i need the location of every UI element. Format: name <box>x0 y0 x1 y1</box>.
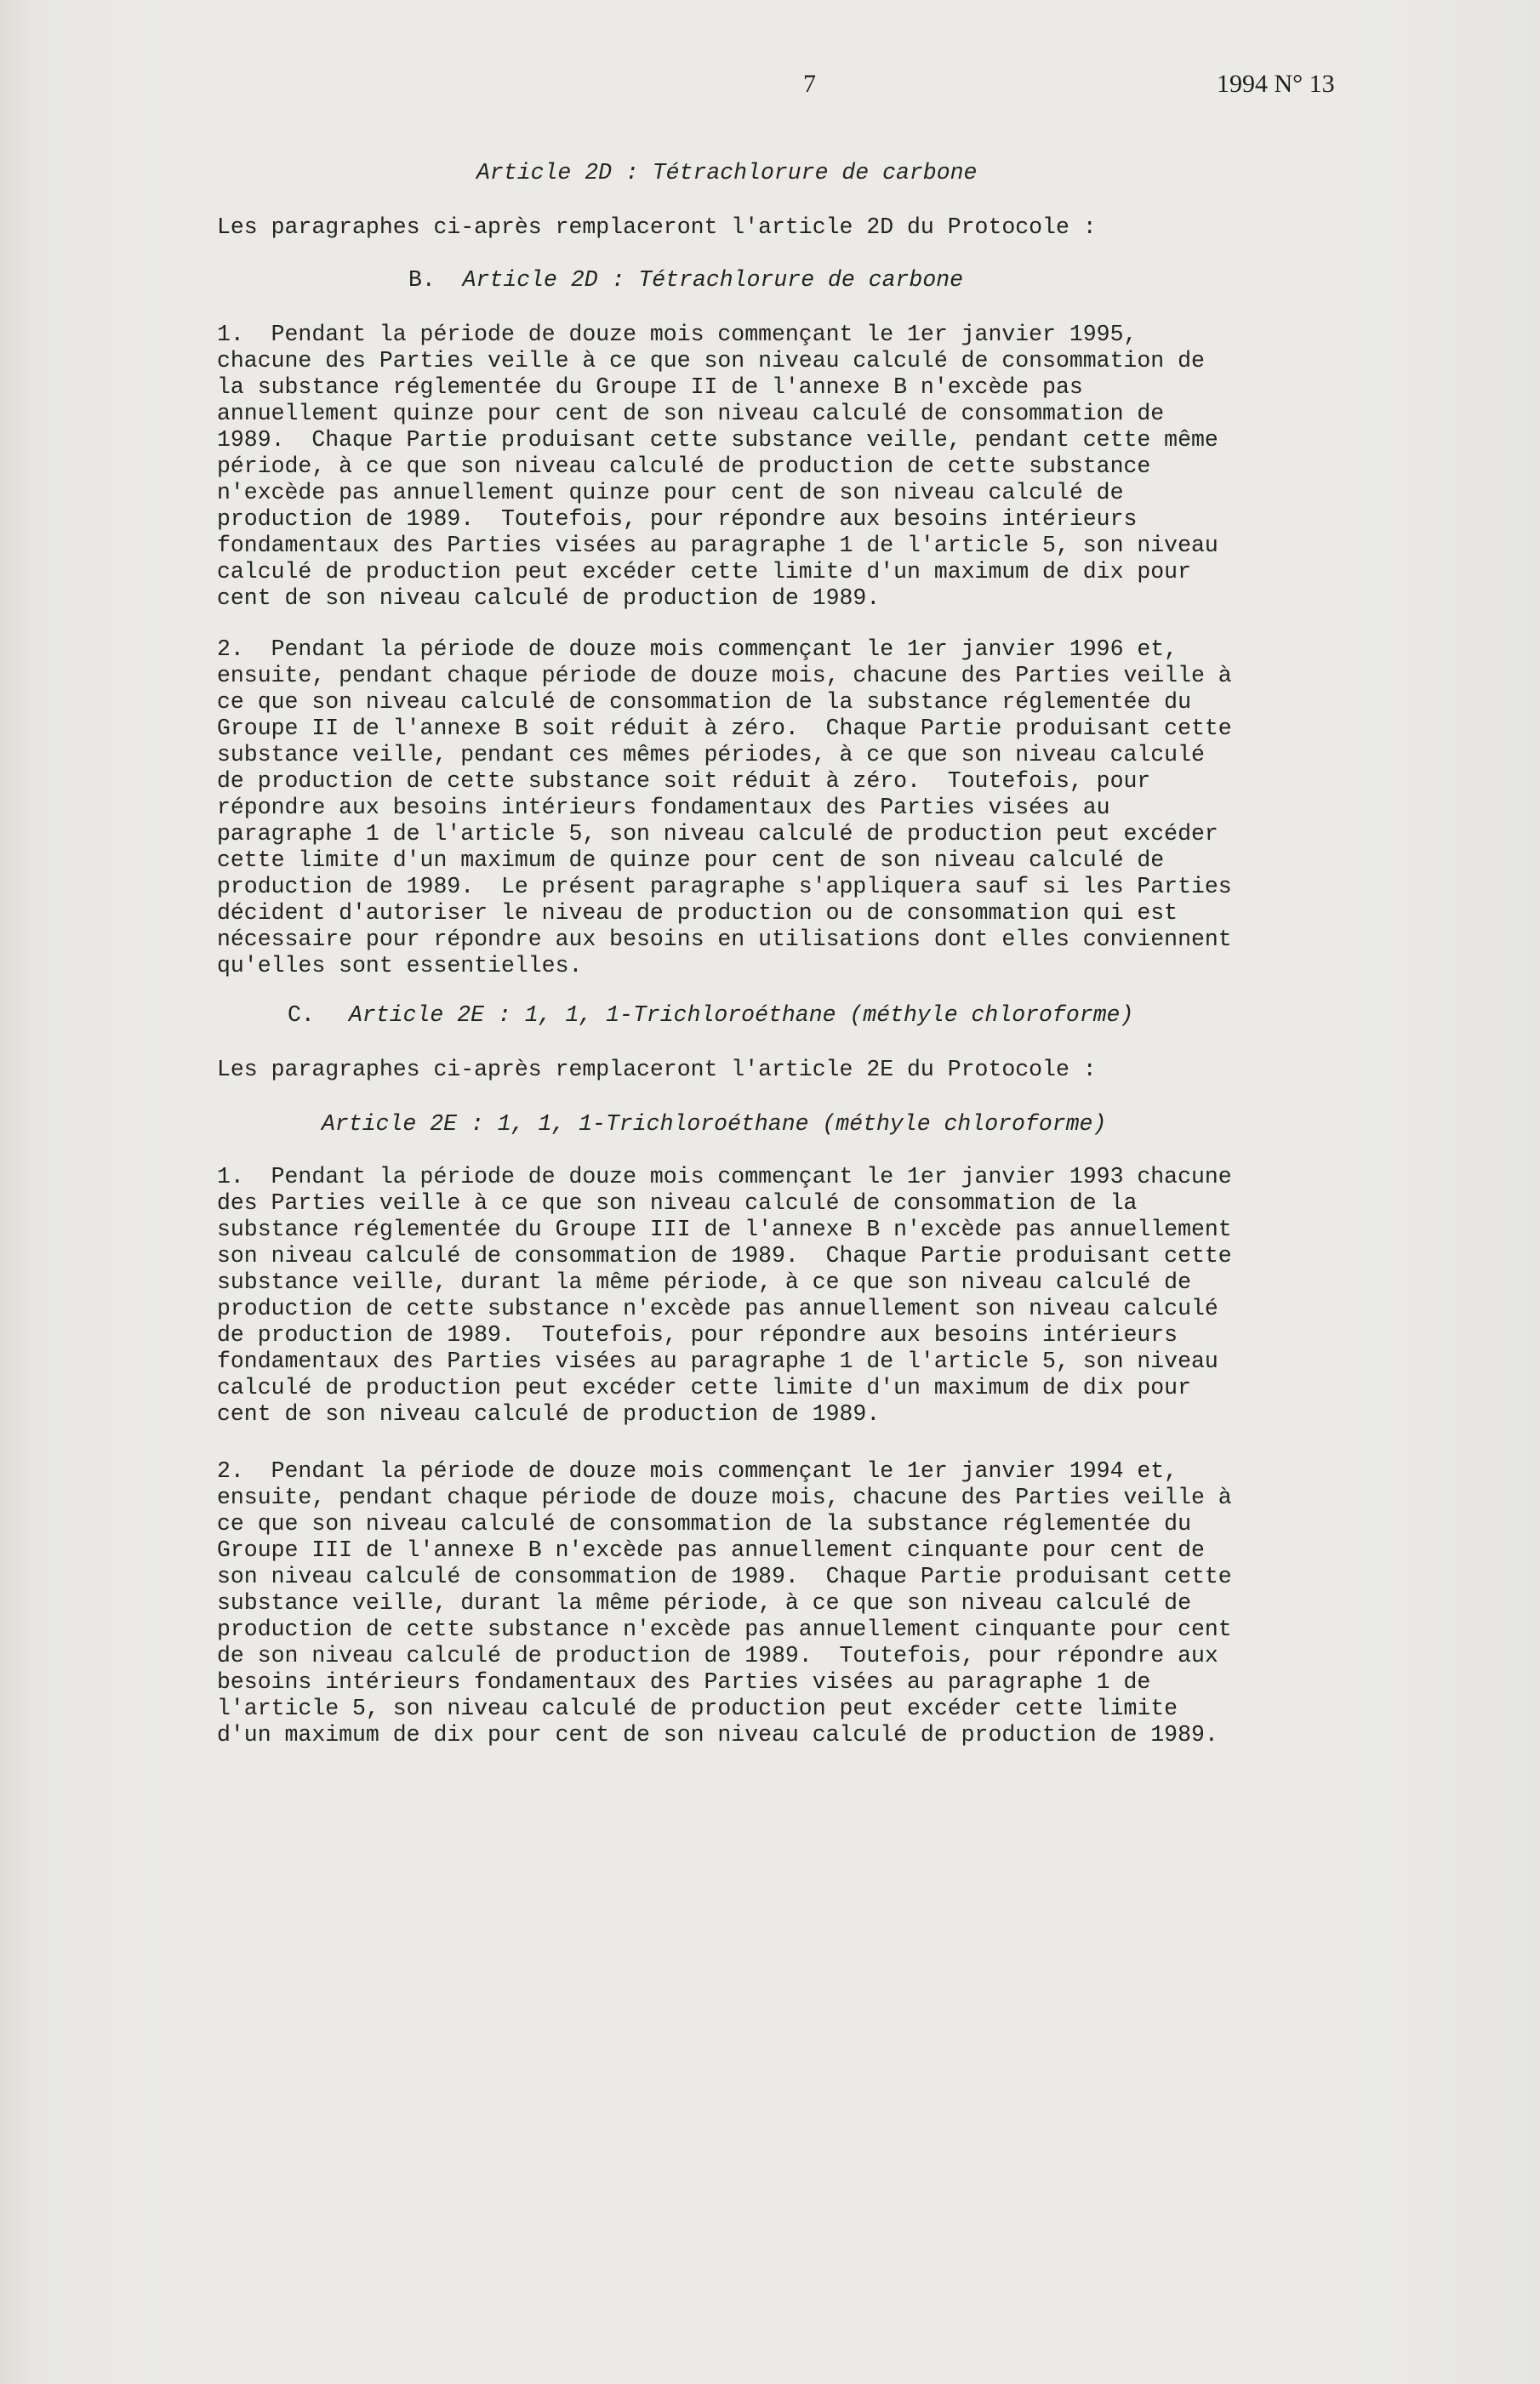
section-c-heading: Article 2E : 1, 1, 1-Trichloroéthane (méthyle chloroforme) <box>349 1002 1134 1028</box>
article-2d-heading: Article 2D : Tétrachlorure de carbone <box>476 160 978 185</box>
paragraph-line: période, à ce que son niveau calculé de production de cette substance <box>217 453 1151 479</box>
paragraph-line: 1989. Chaque Partie produisant cette substance veille, pendant cette même <box>217 427 1218 453</box>
paragraph-line: l'article 5, son niveau calculé de production peut excéder cette limite <box>217 1696 1178 1721</box>
paragraph-line: d'un maximum de dix pour cent de son niveau calculé de production de 1989. <box>217 1722 1218 1748</box>
paragraph-line: cette limite d'un maximum de quinze pour cent de son niveau calculé de <box>217 847 1165 873</box>
section-b-heading <box>408 267 963 293</box>
paragraph-line: substance réglementée du Groupe III de l'annexe B n'excède pas annuellement <box>217 1217 1232 1242</box>
paragraph-line: fondamentaux des Parties visées au paragraphe 1 de l'article 5, son niveau <box>217 1349 1218 1374</box>
paragraph-line: la substance réglementée du Groupe II de l'annexe B n'excède pas <box>217 374 1083 400</box>
section-b-title: Article 2D : Tétrachlorure de carbone <box>462 267 964 293</box>
paragraph-line: paragraphe 1 de l'article 5, son niveau calculé de production peut excéder <box>217 821 1218 847</box>
paragraph-line: qu'elles sont essentielles. <box>217 953 583 978</box>
paragraph-line: 1. Pendant la période de douze mois commençant le 1er janvier 1993 chacune <box>217 1164 1232 1189</box>
paragraph-line: nécessaire pour répondre aux besoins en utilisations dont elles conviennent <box>217 927 1232 952</box>
paragraph-line: de production de cette substance soit réduit à zéro. Toutefois, pour <box>217 768 1151 794</box>
paragraph-line: ce que son niveau calculé de consommation de la substance réglementée du <box>217 1511 1191 1537</box>
paragraph-line: cent de son niveau calculé de production de 1989. <box>217 1401 881 1427</box>
paragraph-line: substance veille, durant la même période, à ce que son niveau calculé de <box>217 1590 1191 1616</box>
paragraph-line: ensuite, pendant chaque période de douze mois, chacune des Parties veille à <box>217 663 1232 688</box>
paragraph-line: substance veille, pendant ces mêmes périodes, à ce que son niveau calculé <box>217 742 1205 767</box>
paragraph-line: production de 1989. Le présent paragraphe s'appliquera sauf si les Parties <box>217 874 1232 899</box>
paragraph-line: fondamentaux des Parties visées au paragraphe 1 de l'article 5, son niveau <box>217 533 1218 558</box>
paragraph-line: ce que son niveau calculé de consommation de la substance réglementée du <box>217 689 1191 715</box>
paragraph-line: décident d'autoriser le niveau de production ou de consommation qui est <box>217 900 1178 926</box>
paragraph-line: production de cette substance n'excède pas annuellement son niveau calculé <box>217 1296 1218 1321</box>
article-2d-intro: Les paragraphes ci-après remplaceront l'article 2D du Protocole : <box>217 214 1097 240</box>
paragraph-line: substance veille, durant la même période, à ce que son niveau calculé de <box>217 1269 1191 1295</box>
paragraph-line: de son niveau calculé de production de 1989. Toutefois, pour répondre aux <box>217 1643 1218 1668</box>
paragraph-line: son niveau calculé de consommation de 1989. Chaque Partie produisant cette <box>217 1243 1232 1269</box>
paragraph-line: annuellement quinze pour cent de son niveau calculé de consommation de <box>217 401 1165 426</box>
article-2e-heading: Article 2E : 1, 1, 1-Trichloroéthane (méthyle chloroforme) <box>322 1111 1107 1137</box>
paragraph-line: Groupe II de l'annexe B soit réduit à zéro. Chaque Partie produisant cette <box>217 716 1232 741</box>
paragraph-line: ensuite, pendant chaque période de douze mois, chacune des Parties veille à <box>217 1485 1232 1510</box>
section-c-label: C. <box>288 1002 315 1028</box>
paragraph-line: besoins intérieurs fondamentaux des Parties visées au paragraphe 1 de <box>217 1669 1151 1695</box>
paragraph-line: 1. Pendant la période de douze mois commençant le 1er janvier 1995, <box>217 322 1138 347</box>
paragraph-line: calculé de production peut excéder cette limite d'un maximum de dix pour <box>217 559 1191 585</box>
paragraph-line: son niveau calculé de consommation de 1989. Chaque Partie produisant cette <box>217 1564 1232 1589</box>
paragraph-line: production de 1989. Toutefois, pour répondre aux besoins intérieurs <box>217 506 1138 532</box>
journal-reference: 1994 N° 13 <box>1217 70 1335 98</box>
paragraph-line: production de cette substance n'excède pas annuellement cinquante pour cent <box>217 1617 1232 1642</box>
paragraph-line: 2. Pendant la période de douze mois commençant le 1er janvier 1996 et, <box>217 636 1178 662</box>
paragraph-line: des Parties veille à ce que son niveau calculé de consommation de la <box>217 1190 1138 1216</box>
paragraph-line: répondre aux besoins intérieurs fondamentaux des Parties visées au <box>217 795 1110 820</box>
paragraph-line: 2. Pendant la période de douze mois commençant le 1er janvier 1994 et, <box>217 1458 1178 1484</box>
section-b-label: B. <box>408 267 463 293</box>
paragraph-line: calculé de production peut excéder cette limite d'un maximum de dix pour <box>217 1375 1191 1400</box>
paragraph-line: de production de 1989. Toutefois, pour répondre aux besoins intérieurs <box>217 1322 1178 1348</box>
article-2e-intro: Les paragraphes ci-après remplaceront l'article 2E du Protocole : <box>217 1057 1097 1082</box>
paragraph-line: chacune des Parties veille à ce que son niveau calculé de consommation de <box>217 348 1205 374</box>
paragraph-line: n'excède pas annuellement quinze pour cent de son niveau calculé de <box>217 480 1124 505</box>
page-number: 7 <box>803 70 816 98</box>
paragraph-line: Groupe III de l'annexe B n'excède pas annuellement cinquante pour cent de <box>217 1537 1205 1563</box>
paragraph-line: cent de son niveau calculé de production de 1989. <box>217 585 881 611</box>
